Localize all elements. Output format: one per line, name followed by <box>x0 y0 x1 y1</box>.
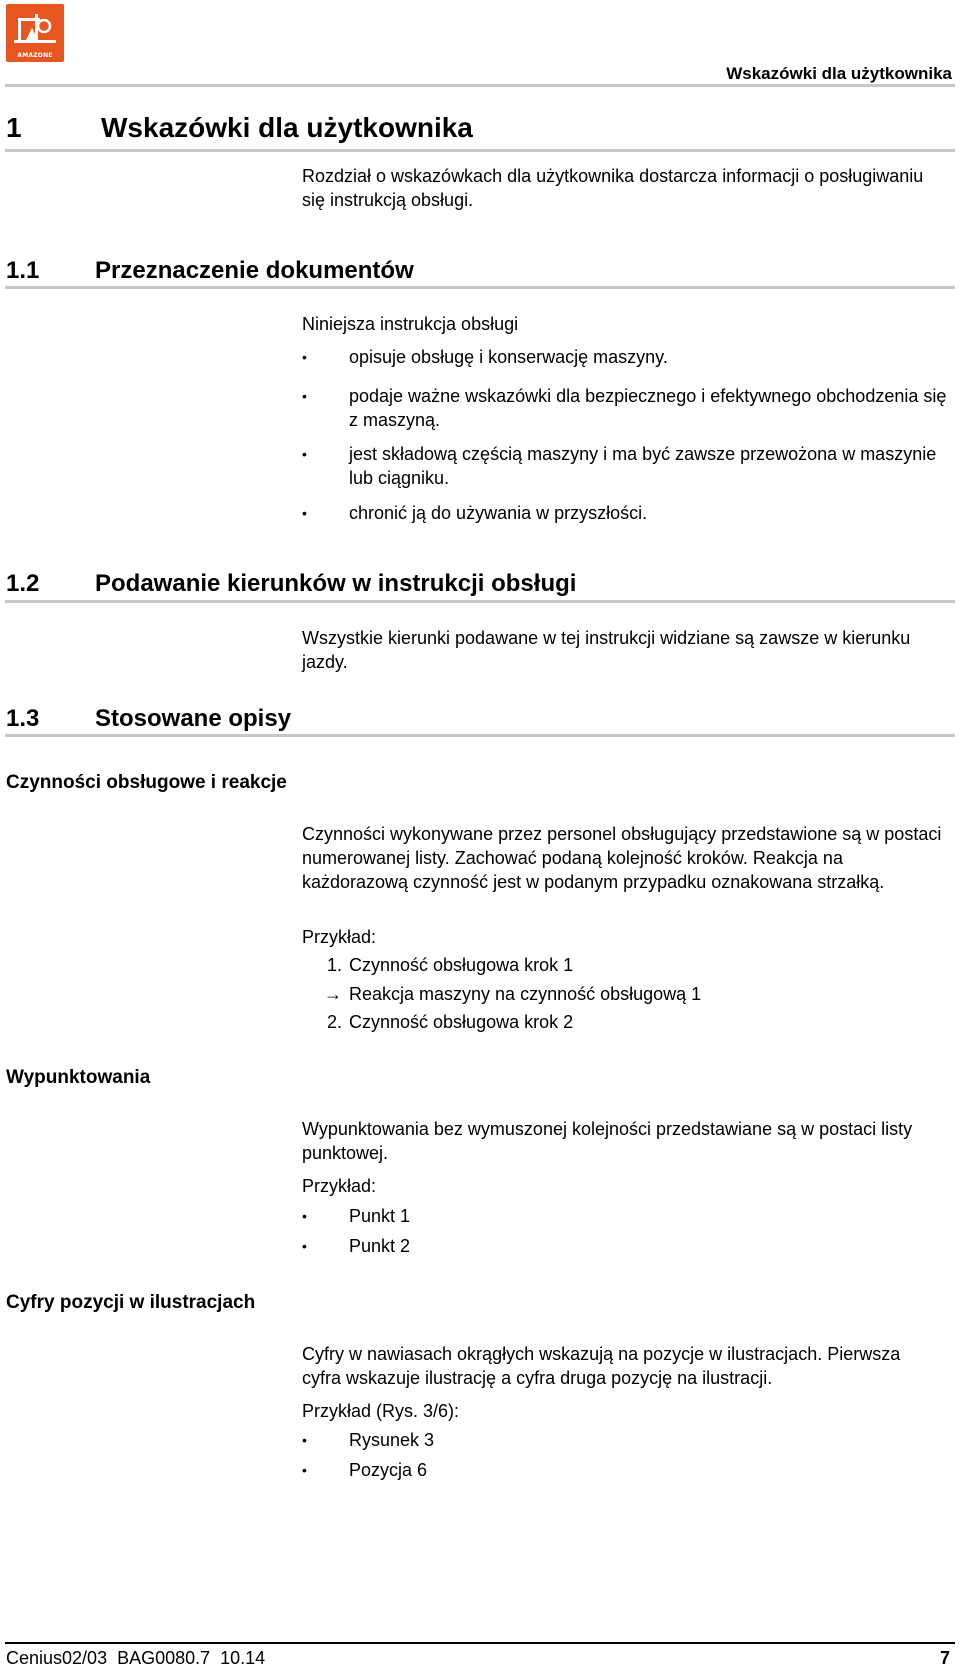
subheading-actions: Czynności obsługowe i reakcje <box>6 772 287 793</box>
header-divider <box>5 84 955 87</box>
bullet-icon: • <box>302 1238 307 1254</box>
list-item: • Punkt 1 <box>302 1206 411 1226</box>
logo-text: AMAZONE <box>17 52 53 59</box>
example-label: Przykład: <box>302 1176 377 1196</box>
section-title: Stosowane opisy <box>95 705 292 732</box>
arrow-icon: → <box>324 984 342 1004</box>
bullet-icon: • <box>302 446 307 462</box>
bullet-icon: • <box>302 1432 307 1448</box>
step-item: 2. Czynność obsługowa krok 2 <box>302 1010 942 1034</box>
section-heading-1-1 <box>6 257 414 285</box>
section-divider <box>5 286 955 289</box>
page-number: 7 <box>939 1648 950 1668</box>
figures-text: Cyfry w nawiasach okrągłych wskazują na pozycje w ilustracjach. Pierwsza cyfra wskazuje ilustrację a cyfra druga pozycję na ilustracji. <box>302 1344 901 1388</box>
footer-doc-id: Cenius02/03 BAG0080.7 10.14 <box>6 1648 266 1668</box>
chapter-divider <box>5 149 955 152</box>
list-item: • Punkt 2 <box>302 1236 411 1256</box>
section-divider <box>5 600 955 603</box>
section-number: 1.3 <box>6 705 40 732</box>
amazone-logo <box>6 4 64 62</box>
section-text: Wszystkie kierunki podawane w tej instrukcji widziane są zawsze w kierunku jazdy. <box>302 628 911 672</box>
step-number: 1. <box>326 955 342 975</box>
section-number: 1.2 <box>6 570 40 597</box>
example-label: Przykład: <box>302 927 377 947</box>
reaction-item: → Reakcja maszyny na czynność obsługową 1 <box>302 982 942 1006</box>
actions-text: Czynności wykonywane przez personel obsługujący przedstawione są w postaci numerowanej listy. Zachować podaną kolejność kroków. Reakcja na każdorazową czynność jest w podanym przypadku oznakowana strzałką. <box>302 824 942 892</box>
section-divider <box>5 734 955 737</box>
bullet-icon: • <box>302 505 307 521</box>
section-heading-1-2 <box>6 570 576 598</box>
footer-divider <box>5 1642 955 1644</box>
bullet-icon: • <box>302 349 307 365</box>
bullet-icon: • <box>302 1462 307 1478</box>
chapter-number: 1 <box>6 112 22 143</box>
section-title: Podawanie kierunków w instrukcji obsługi <box>95 570 577 597</box>
list-item: • opisuje obsługę i konserwację maszyny. <box>302 347 668 367</box>
bullets-text: Wypunktowania bez wymuszonej kolejności przedstawiane są w postaci listy punktowej. <box>302 1119 913 1163</box>
chapter-heading <box>6 112 473 144</box>
section-number: 1.1 <box>6 257 40 284</box>
section-lead: Niniejsza instrukcja obsługi <box>302 314 519 334</box>
section-heading-1-3 <box>6 705 291 733</box>
list-item: • podaje ważne wskazówki dla bezpiecznego i efektywnego obchodzenia się z maszyną. <box>302 386 947 430</box>
section-title: Przeznaczenie dokumentów <box>95 257 414 284</box>
chapter-title: Wskazówki dla użytkownika <box>101 112 473 143</box>
chapter-intro: Rozdział o wskazówkach dla użytkownika dostarcza informacji o posługiwaniu się instrukcją obsługi. <box>302 166 924 210</box>
list-item: • Pozycja 6 <box>302 1460 428 1480</box>
list-item: • chronić ją do używania w przyszłości. <box>302 503 648 523</box>
subheading-figures: Cyfry pozycji w ilustracjach <box>6 1292 256 1313</box>
running-header-title: Wskazówki dla użytkownika <box>726 64 952 83</box>
example-label: Przykład (Rys. 3/6): <box>302 1401 460 1421</box>
step-item: 1. Czynność obsługowa krok 1 <box>302 953 942 977</box>
subheading-bullets: Wypunktowania <box>6 1067 151 1088</box>
step-number: 2. <box>326 1012 342 1032</box>
bullet-icon: • <box>302 1208 307 1224</box>
list-item: • Rysunek 3 <box>302 1430 435 1450</box>
bullet-icon: • <box>302 388 307 404</box>
list-item: • jest składową częścią maszyny i ma być zawsze przewożona w maszynie lub ciągniku. <box>302 444 937 488</box>
